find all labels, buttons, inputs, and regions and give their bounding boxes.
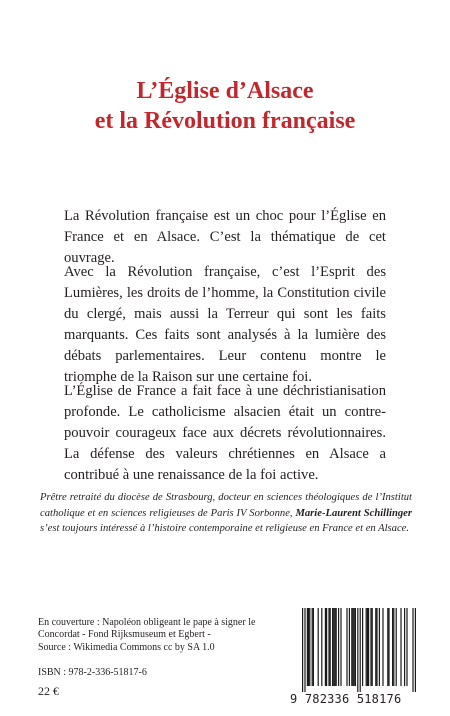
barcode-bar [367,608,368,686]
barcode-bar [379,608,380,686]
barcode-bar [352,608,353,686]
barcode-bar [370,608,371,686]
barcode-bar [309,608,310,686]
biography-intro: Prêtre retraité du diocèse de Strasbourg, docteur en sciences théologiques de l’Institut catholique et en sciences religieuses de Paris IV Sorbonne, [40,492,412,519]
barcode-bar [376,608,377,686]
credits-line-3: Source : Wikimedia Commons cc by SA 1.0 [38,641,215,653]
barcode-bar [325,608,326,686]
barcode-bar [321,608,322,686]
barcode-bar [302,608,303,692]
barcode-bar [333,608,334,686]
barcode-bar [360,608,361,692]
barcode-bar [328,608,329,686]
barcode-bar [304,608,305,692]
barcode-bar [308,608,309,686]
barcode-bar [332,608,333,686]
barcode-bar [313,608,314,686]
barcode-bar [400,608,401,686]
barcode-bar [330,608,331,686]
barcode-bar [351,608,352,686]
barcode-bar [355,608,356,686]
barcode-bar [415,608,416,692]
barcode-bar [307,608,308,686]
barcode-bar [349,608,350,686]
barcode-bar [388,608,389,686]
summary-paragraph-1 [64,206,386,269]
barcode-bar [312,608,313,686]
title-line-1: L’Église d’Alsace [136,78,314,104]
barcode-bar [393,608,394,686]
credits-line-2: Concordat - Fond Rijksmuseum et Egbert - [38,629,211,641]
summary-text-1: La Révolution française est un choc pour l’Église en France et en Alsace. C’est la thématique de cet ouvrage. [64,208,386,266]
summary-paragraph-3 [64,381,386,486]
barcode [290,604,420,708]
barcode-bar [396,608,397,686]
barcode-bar [326,608,327,686]
barcode-bar [382,608,383,686]
summary-paragraph-2 [64,262,386,388]
author-biography [40,490,412,537]
barcode-bar [392,608,393,686]
barcode-bar [318,608,319,686]
author-name: Marie-Laurent Schillinger [295,507,412,519]
barcode-bar [366,608,367,686]
barcode-bar [412,608,413,692]
title-line-2: et la Révolution française [94,108,356,134]
price-label: 22 € [38,684,59,698]
book-title [0,76,450,136]
barcode-bar [340,608,341,686]
barcode-bar [375,608,376,686]
credits-line-1: En couverture : Napoléon obligeant le pape à signer le [38,617,256,628]
barcode-bar [362,608,363,686]
summary-text-3: L’Église de France a fait face à une déchristianisation profonde. Le catholicisme alsacien était un contre-pouvoir courageux face aux décrets révolutionnaires. La défense des valeurs chrétiennes en Alsace a contribué à une renaissance de la foi active. [64,383,386,483]
barcode-bar [338,608,339,686]
barcode-bar [387,608,388,686]
barcode-bar [346,608,347,686]
barcode-bar [354,608,355,686]
barcode-bar [406,608,407,686]
barcode-bar [357,608,358,692]
cover-credits [38,617,278,654]
biography-text [40,490,412,537]
barcode-bars [290,604,420,694]
barcode-bar [368,608,369,686]
barcode-bar [334,608,335,686]
isbn-label: ISBN : 978-2-336-51817-6 [38,667,147,678]
biography-outro: s’est toujours intéressé à l’histoire contemporaine et religieuse en France et en Alsace. [40,523,410,535]
barcode-bar [404,608,405,686]
barcode-bar [336,608,337,686]
barcode-digits: 9 782336 518176 [290,692,402,706]
barcode-bar [372,608,373,686]
summary-text-2: Avec la Révolution française, c’est l’Esprit des Lumières, les droits de l’homme, la Constitution civile du clergé, mais aussi la Terreur qui sont les faits marquants. Ces faits sont analysés à la lumière des débats parlementaires. Leur contenu montre le triomphe de la Raison sur une certaine foi. [64,264,386,385]
